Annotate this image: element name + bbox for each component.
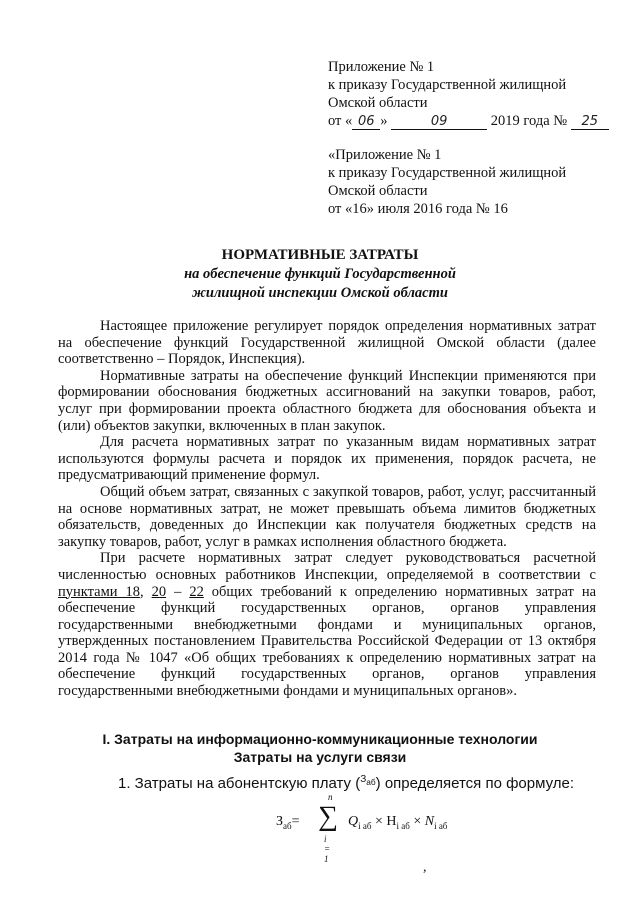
- item-symbol-sub: аб: [366, 777, 376, 787]
- formula-comma: ,: [423, 860, 427, 875]
- item-symbol: З: [360, 774, 367, 785]
- document-title: [0, 246, 640, 303]
- section-subtitle: Затраты на услуги связи: [233, 749, 407, 765]
- formula-lhs: [276, 814, 300, 831]
- sum-upper-limit: n: [328, 792, 333, 802]
- link-item-18[interactable]: пунктами 18: [58, 583, 140, 600]
- year-text: 2019 года №: [490, 113, 568, 129]
- appendix-line: Омской области: [328, 95, 428, 111]
- item-1: [118, 774, 574, 792]
- handwritten-month: 09: [391, 114, 487, 130]
- document-body: [58, 318, 596, 700]
- formula-symbol-sub: аб: [283, 820, 292, 831]
- formula-n-sub: i аб: [434, 820, 448, 831]
- formula-symbol: З: [276, 814, 284, 829]
- paragraph: [58, 550, 596, 699]
- section-title: I. Затраты на информационно-коммуникационные технологии: [102, 731, 538, 747]
- sum-lower-limit: i = 1: [324, 834, 331, 864]
- title-sub: жилищной инспекции Омской области: [192, 285, 448, 301]
- equals-sign: =: [291, 814, 300, 829]
- appendix-date-line: [328, 112, 609, 130]
- date-mid: »: [380, 113, 388, 129]
- appendix-header-current: [328, 58, 609, 130]
- handwritten-number: 25: [571, 114, 609, 130]
- formula-q-sub: i аб: [358, 820, 372, 831]
- appendix-line: Приложение № 1: [328, 59, 435, 75]
- appendix-line: от «16» июля 2016 года № 16: [328, 201, 508, 217]
- times-sign: ×: [371, 814, 387, 829]
- paragraph: Общий объем затрат, связанных с закупкой товаров, работ, услуг, рассчитанный на основе нормативных затрат, не может превышать объема лимитов бюджетных обязательств, доведенных до Инспекции как получателя бюджетных средств на закупку товаров, работ, услуг в рамках исполнения областного бюджета.: [58, 483, 596, 550]
- paragraph-text: общих требований к определению нормативных затрат на обеспечение функций государственных органов, органов управления государственными внебюджетными фондами и муниципальных органов, утвержденных постановлением Правительства Российской Федерации от 13 октября 2014 года № 1047 «Об общих требованиях к определению нормативных затрат на обеспечение функций государственных органов, органов управления государственными внебюджетными фондами и муниципальных органов».: [58, 583, 597, 700]
- handwritten-day: 06: [352, 114, 380, 130]
- section-heading: [0, 730, 640, 766]
- paragraph-text: При расчете нормативных затрат следует руководствоваться расчетной численностью основных работников Инспекции, определяемой в соответствии с: [58, 550, 596, 583]
- item-text: ) определяется по формуле:: [375, 775, 575, 792]
- appendix-line: «Приложение № 1: [328, 147, 442, 163]
- appendix-line: Омской области: [328, 183, 428, 199]
- date-prefix: от «: [328, 113, 353, 129]
- link-item-20[interactable]: 20: [151, 583, 167, 600]
- formula-rhs: [348, 814, 447, 831]
- formula-q: Q: [348, 814, 359, 829]
- separator: ,: [139, 583, 144, 600]
- link-item-22[interactable]: 22: [189, 583, 204, 600]
- times-sign: ×: [409, 814, 425, 829]
- item-text: 1. Затраты на абонентскую плату (: [118, 775, 361, 792]
- separator: –: [174, 583, 182, 600]
- paragraph: Настоящее приложение регулирует порядок определения нормативных затрат на обеспечение функций Государственной жилищной Омской области (далее соответственно – Порядок, Инспекция).: [58, 318, 596, 368]
- sum-sign: ∑: [318, 801, 338, 832]
- appendix-line: к приказу Государственной жилищной: [328, 165, 567, 181]
- title-sub: на обеспечение функций Государственной: [184, 266, 456, 282]
- formula-h: H: [386, 814, 397, 829]
- appendix-line: к приказу Государственной жилищной: [328, 77, 567, 93]
- paragraph: Нормативные затраты на обеспечение функций Инспекции применяются при формировании обоснования бюджетных ассигнований на закупки товаров, работ, услуг при формировании проекта областного бюджета для обоснования объекта и (или) объектов закупки, включенных в план закупок.: [58, 367, 596, 434]
- formula-h-sub: i аб: [396, 820, 410, 831]
- formula-n: N: [424, 814, 435, 829]
- title-main: НОРМАТИВНЫЕ ЗАТРАТЫ: [221, 247, 419, 263]
- appendix-header-prior: [328, 146, 566, 218]
- paragraph: Для расчета нормативных затрат по указанным видам нормативных затрат используются формулы расчета и порядок их применения, порядок расчета, не предусматривающий применение формул.: [58, 434, 596, 484]
